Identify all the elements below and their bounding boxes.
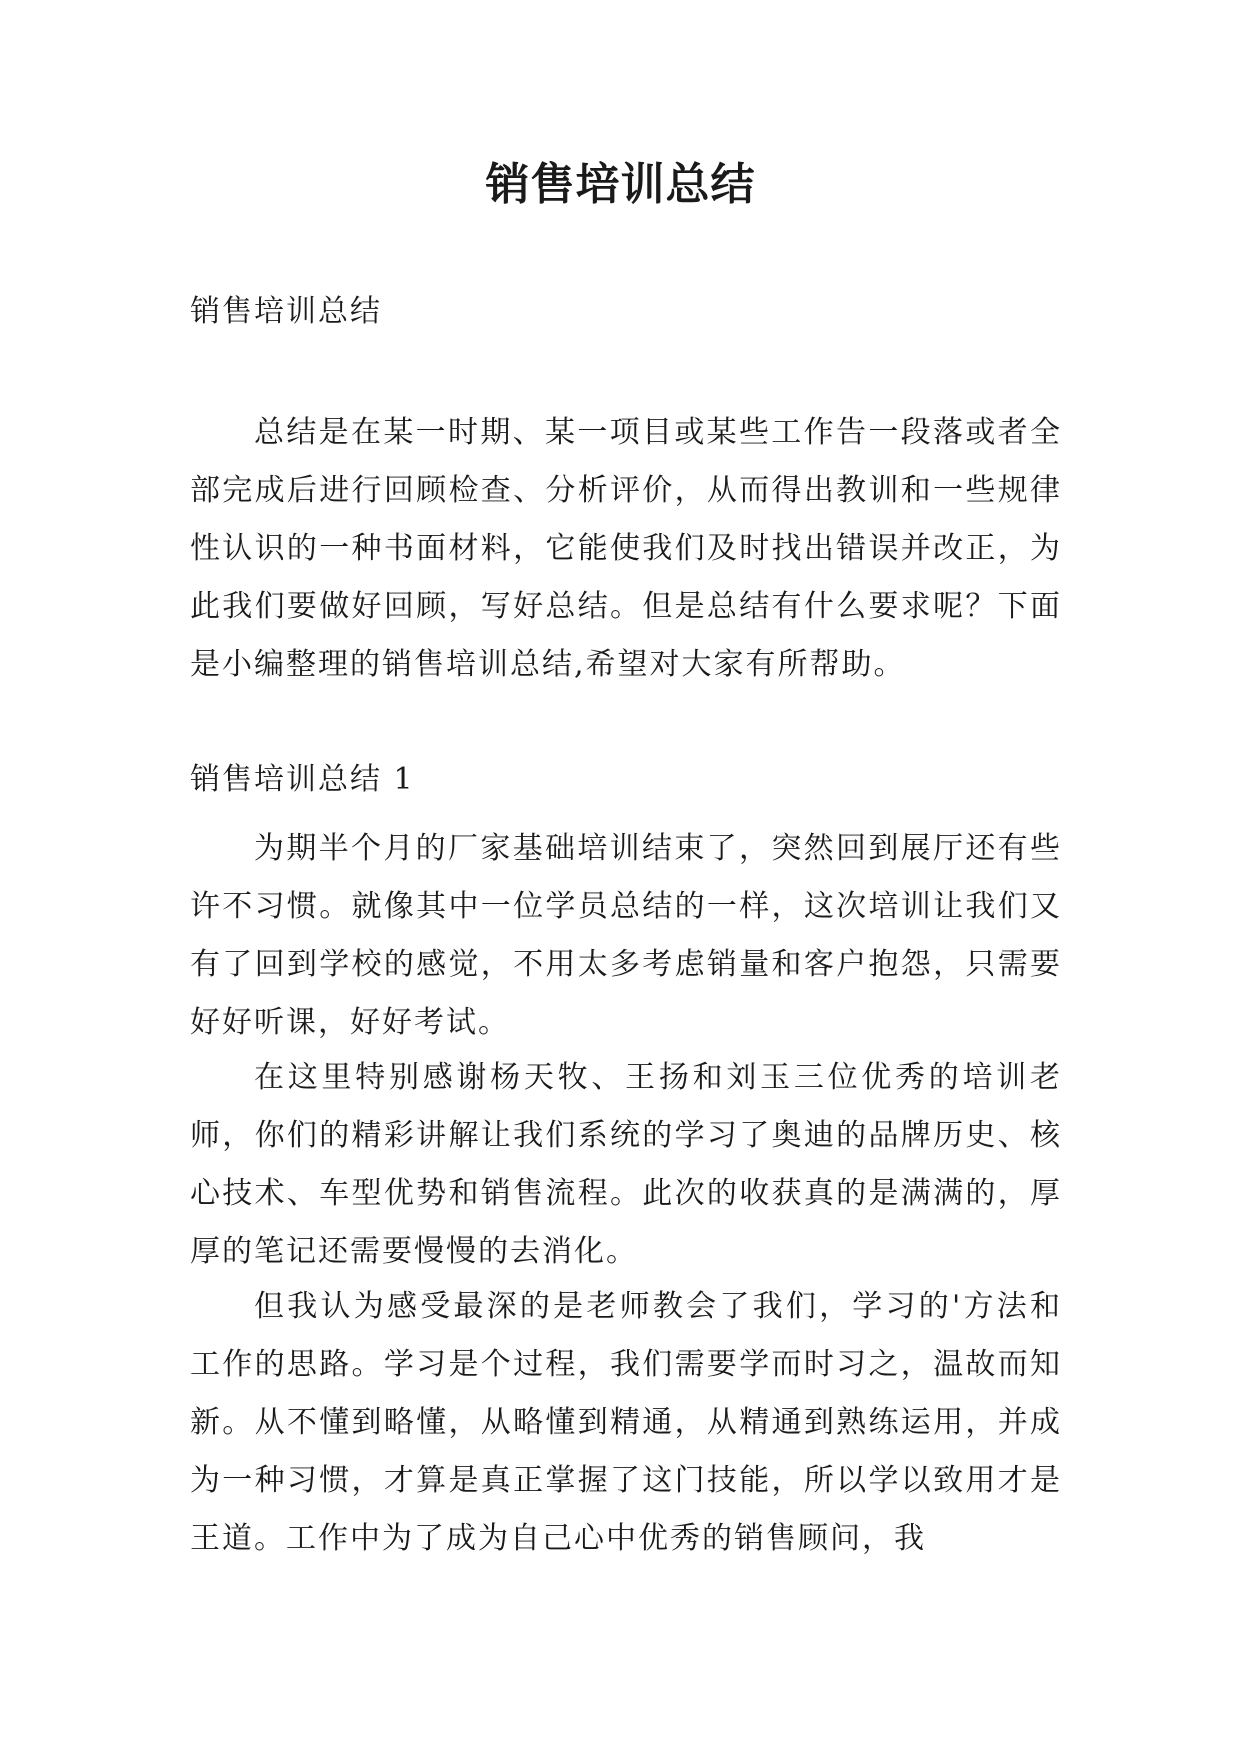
body-paragraph: 在这里特别感谢杨天牧、王扬和刘玉三位优秀的培训老师，你们的精彩讲解让我们系统的学习了奥迪的品牌历史、核心技术、车型优势和销售流程。此次的收获真的是满满的，厚厚的笔记还需要慢慢的去消化。 (190, 1060, 1062, 1269)
intro-paragraph: 总结是在某一时期、某一项目或某些工作告一段落或者全部完成后进行回顾检查、分析评价，从而得出教训和一些规律性认识的一种书面材料，它能使我们及时找出错误并改正，为此我们要做好回顾，写好总结。但是总结有什么要求呢？下面是小编整理的销售培训总结,希望对大家有所帮助。 (190, 415, 1062, 682)
body-paragraph: 但我认为感受最深的是老师教会了我们，学习的'方法和工作的思路。学习是个过程，我们需要学而时习之，温故而知新。从不懂到略懂，从略懂到精通，从精通到熟练运用，并成为一种习惯，才算是真正掌握了这门技能，所以学以致用才是王道。工作中为了成为自己心中优秀的销售顾问，我 (190, 1289, 1062, 1556)
document-title: 销售培训总结 (485, 159, 756, 210)
document-subtitle: 销售培训总结 (190, 294, 382, 329)
body-paragraph: 为期半个月的厂家基础培训结束了，突然回到展厅还有些许不习惯。就像其中一位学员总结的一样，这次培训让我们又有了回到学校的感觉，不用太多考虑销量和客户抱怨，只需要好好听课，好好考试。 (190, 831, 1062, 1040)
section-heading: 销售培训总结 1 (190, 762, 415, 797)
